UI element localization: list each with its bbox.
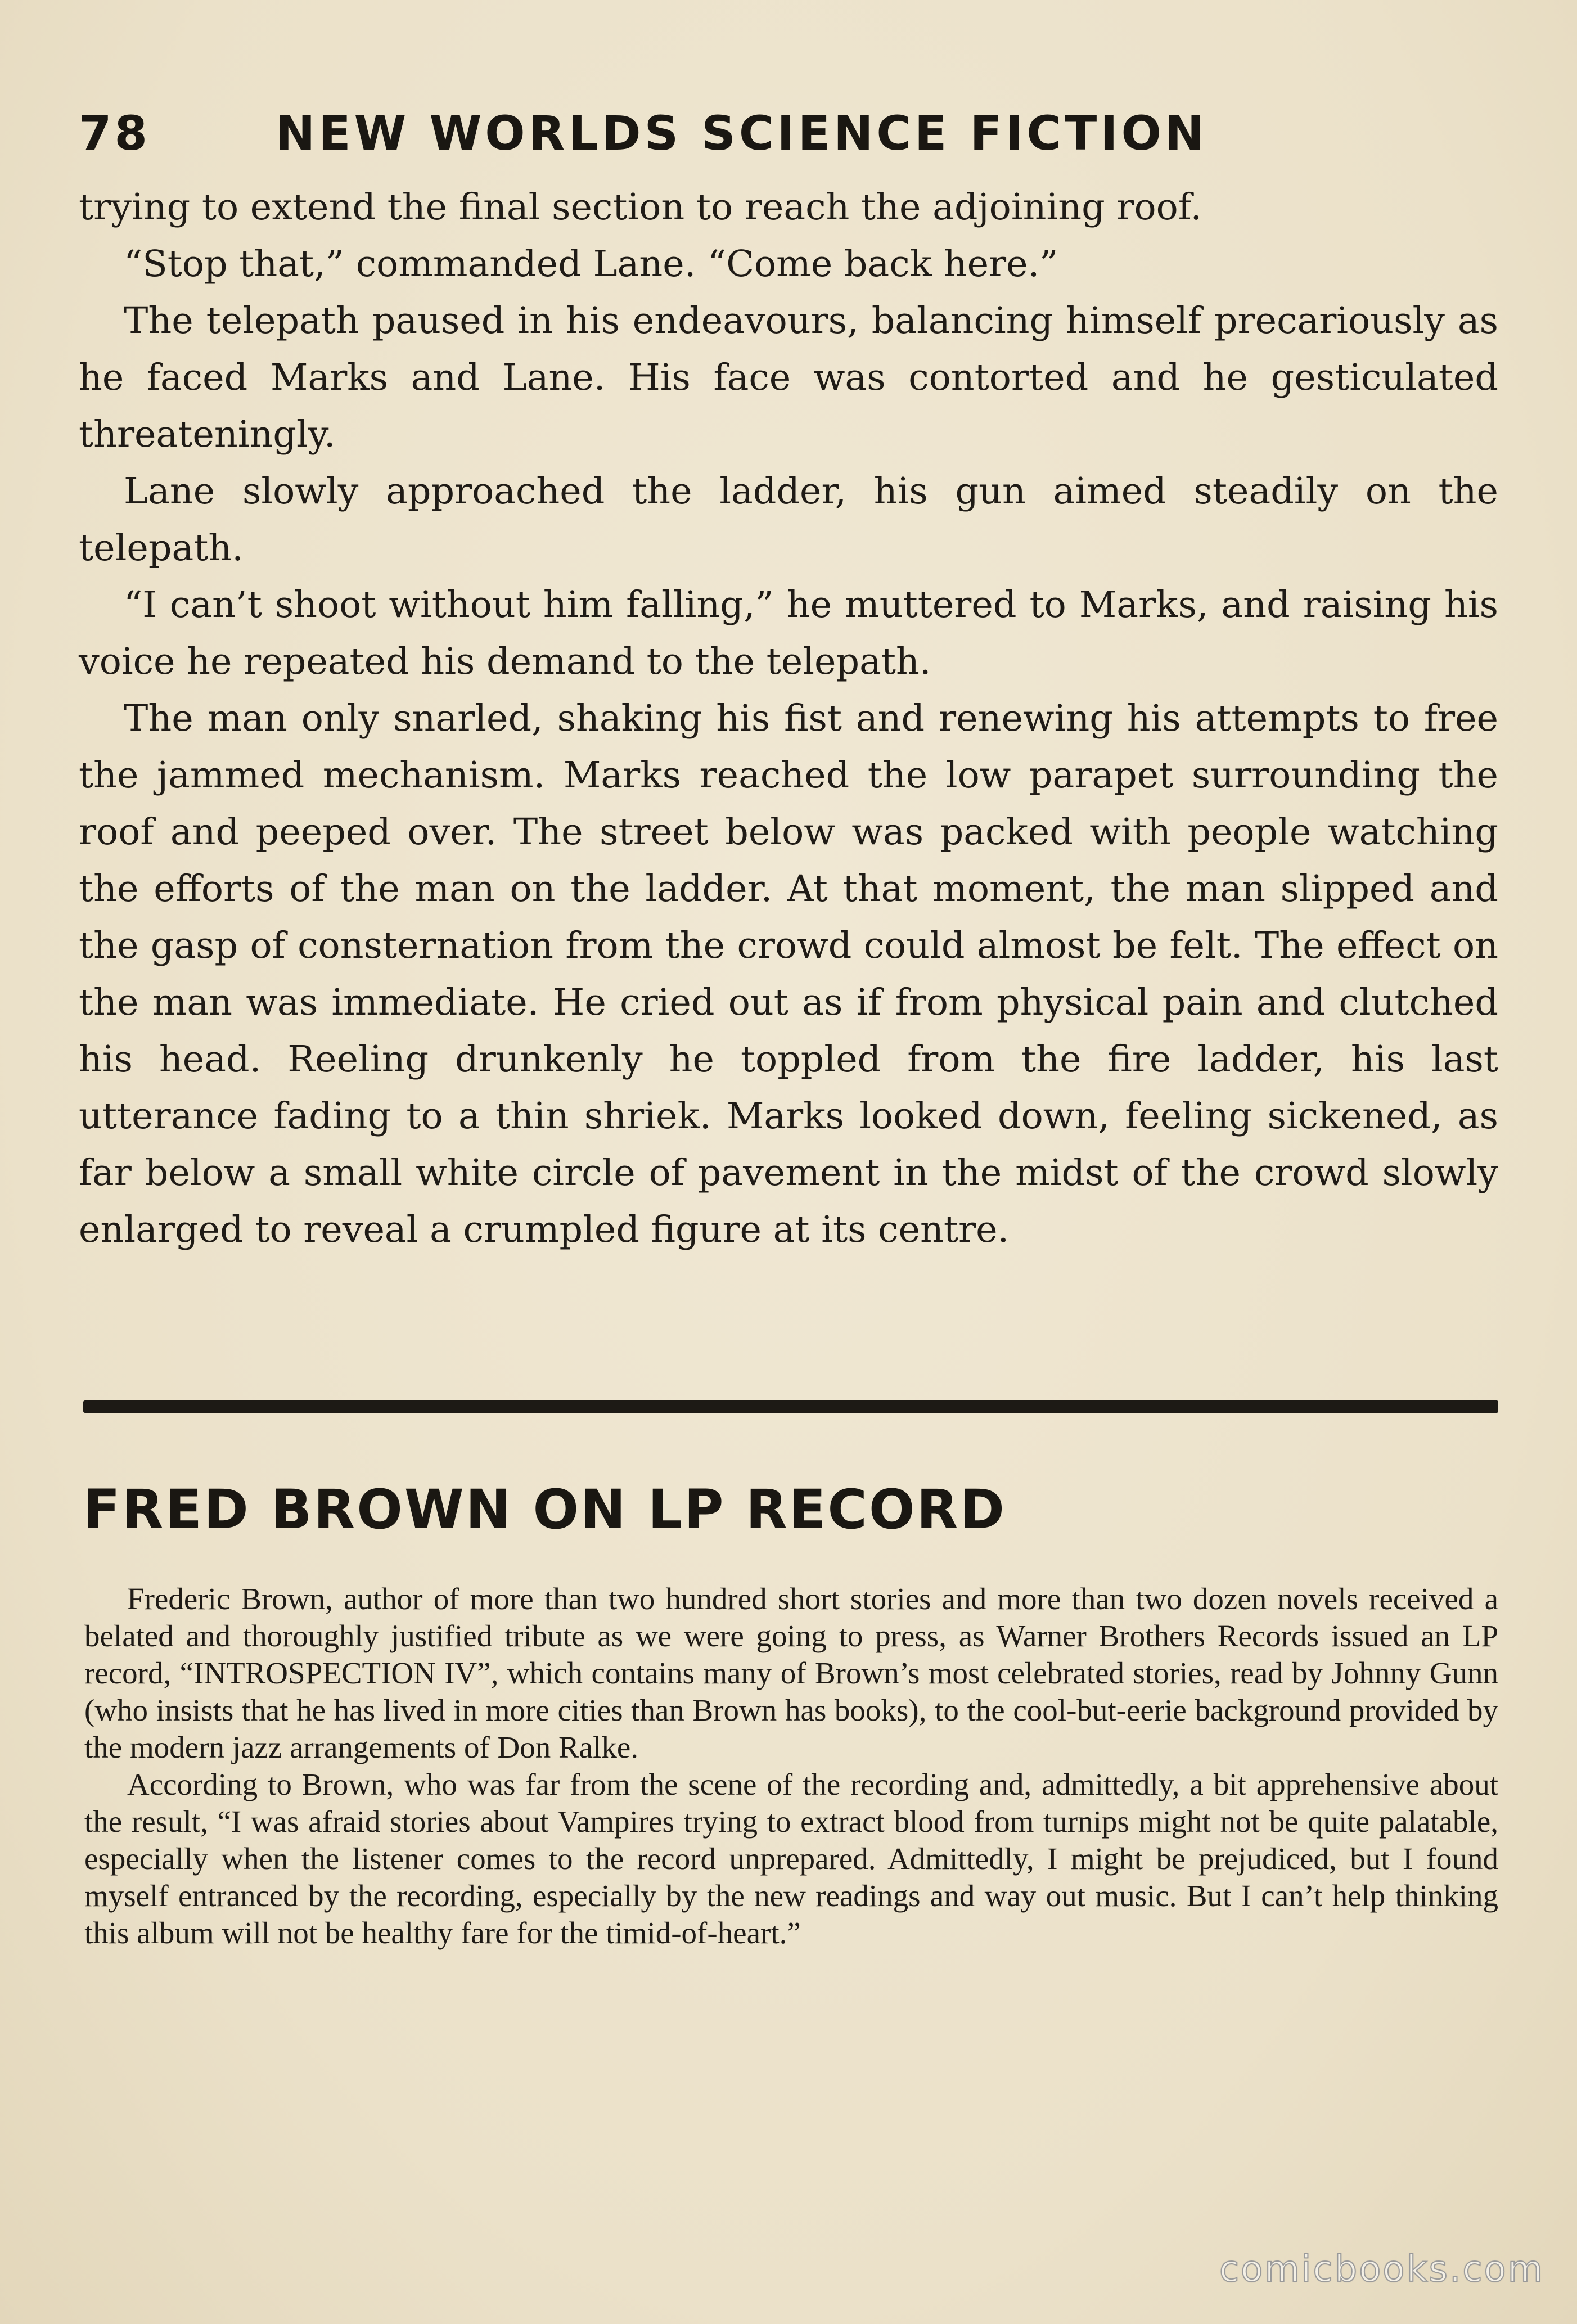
article-title: FRED BROWN ON LP RECORD [83,1478,1007,1541]
story-paragraph: trying to extend the final section to reach the adjoining roof. [79,186,1202,228]
story-text [79,179,1498,1258]
source-watermark: comicbooks.com [1219,2249,1544,2290]
section-divider [83,1400,1498,1413]
magazine-title: NEW WORLDS SCIENCE FICTION [276,106,1208,161]
story-paragraph: “I can’t shoot without him falling,” he muttered to Marks, and raising his voice he repeated his demand to the telepath. [79,584,1498,683]
story-paragraph: Lane slowly approached the ladder, his gun aimed steadily on the telepath. [79,470,1498,569]
story-paragraph: The telepath paused in his endeavours, balancing himself precariously as he faced Marks and Lane. His face was contorted and he gesticulated threateningly. [79,300,1498,456]
page-number: 78 [79,106,150,161]
story-paragraph: The man only snarled, shaking his fist and renewing his attempts to free the jammed mechanism. Marks reached the low parapet surrounding the roof and peeped over. The street below was packed with people watching the efforts of the man on the ladder. At that moment, the man slipped and the gasp of consternation from the crowd could almost be felt. The effect on the man was immediate. He cried out as if from physical pain and clutched his head. Reeling drunkenly he toppled from the fire ladder, his last utterance fading to a thin shriek. Marks looked down, feeling sickened, as far below a small white circle of pavement in the midst of the crowd slowly enlarged to reveal a crumpled figure at its centre. [79,697,1498,1251]
running-head [79,102,1507,164]
article-text [84,1580,1498,1952]
article-paragraph: According to Brown, who was far from the scene of the recording and, admittedly, a bit apprehensive about the result, “I was afraid stories about Vampires trying to extract blood from turnips might not be quite palatable, especially when the listener comes to the record unprepared. Admittedly, I might be prejudiced, but I found myself entranced by the recording, especially by the new readings and way out music. But I can’t help thinking this album will not be healthy fare for the timid-of-heart.” [84,1767,1498,1950]
story-paragraph: “Stop that,” commanded Lane. “Come back here.” [124,243,1058,285]
article-paragraph: Frederic Brown, author of more than two hundred short stories and more than two dozen novels received a belated and thoroughly justified tribute as we were going to press, as Warner Brothers Records issued an LP record, “INTROSPECTION IV”, which contains many of Brown’s most celebrated stories, read by Johnny Gunn (who insists that he has lived in more cities than Brown has books), to the cool-but-eerie background provided by the modern jazz arrangements of Don Ralke. [84,1582,1498,1764]
